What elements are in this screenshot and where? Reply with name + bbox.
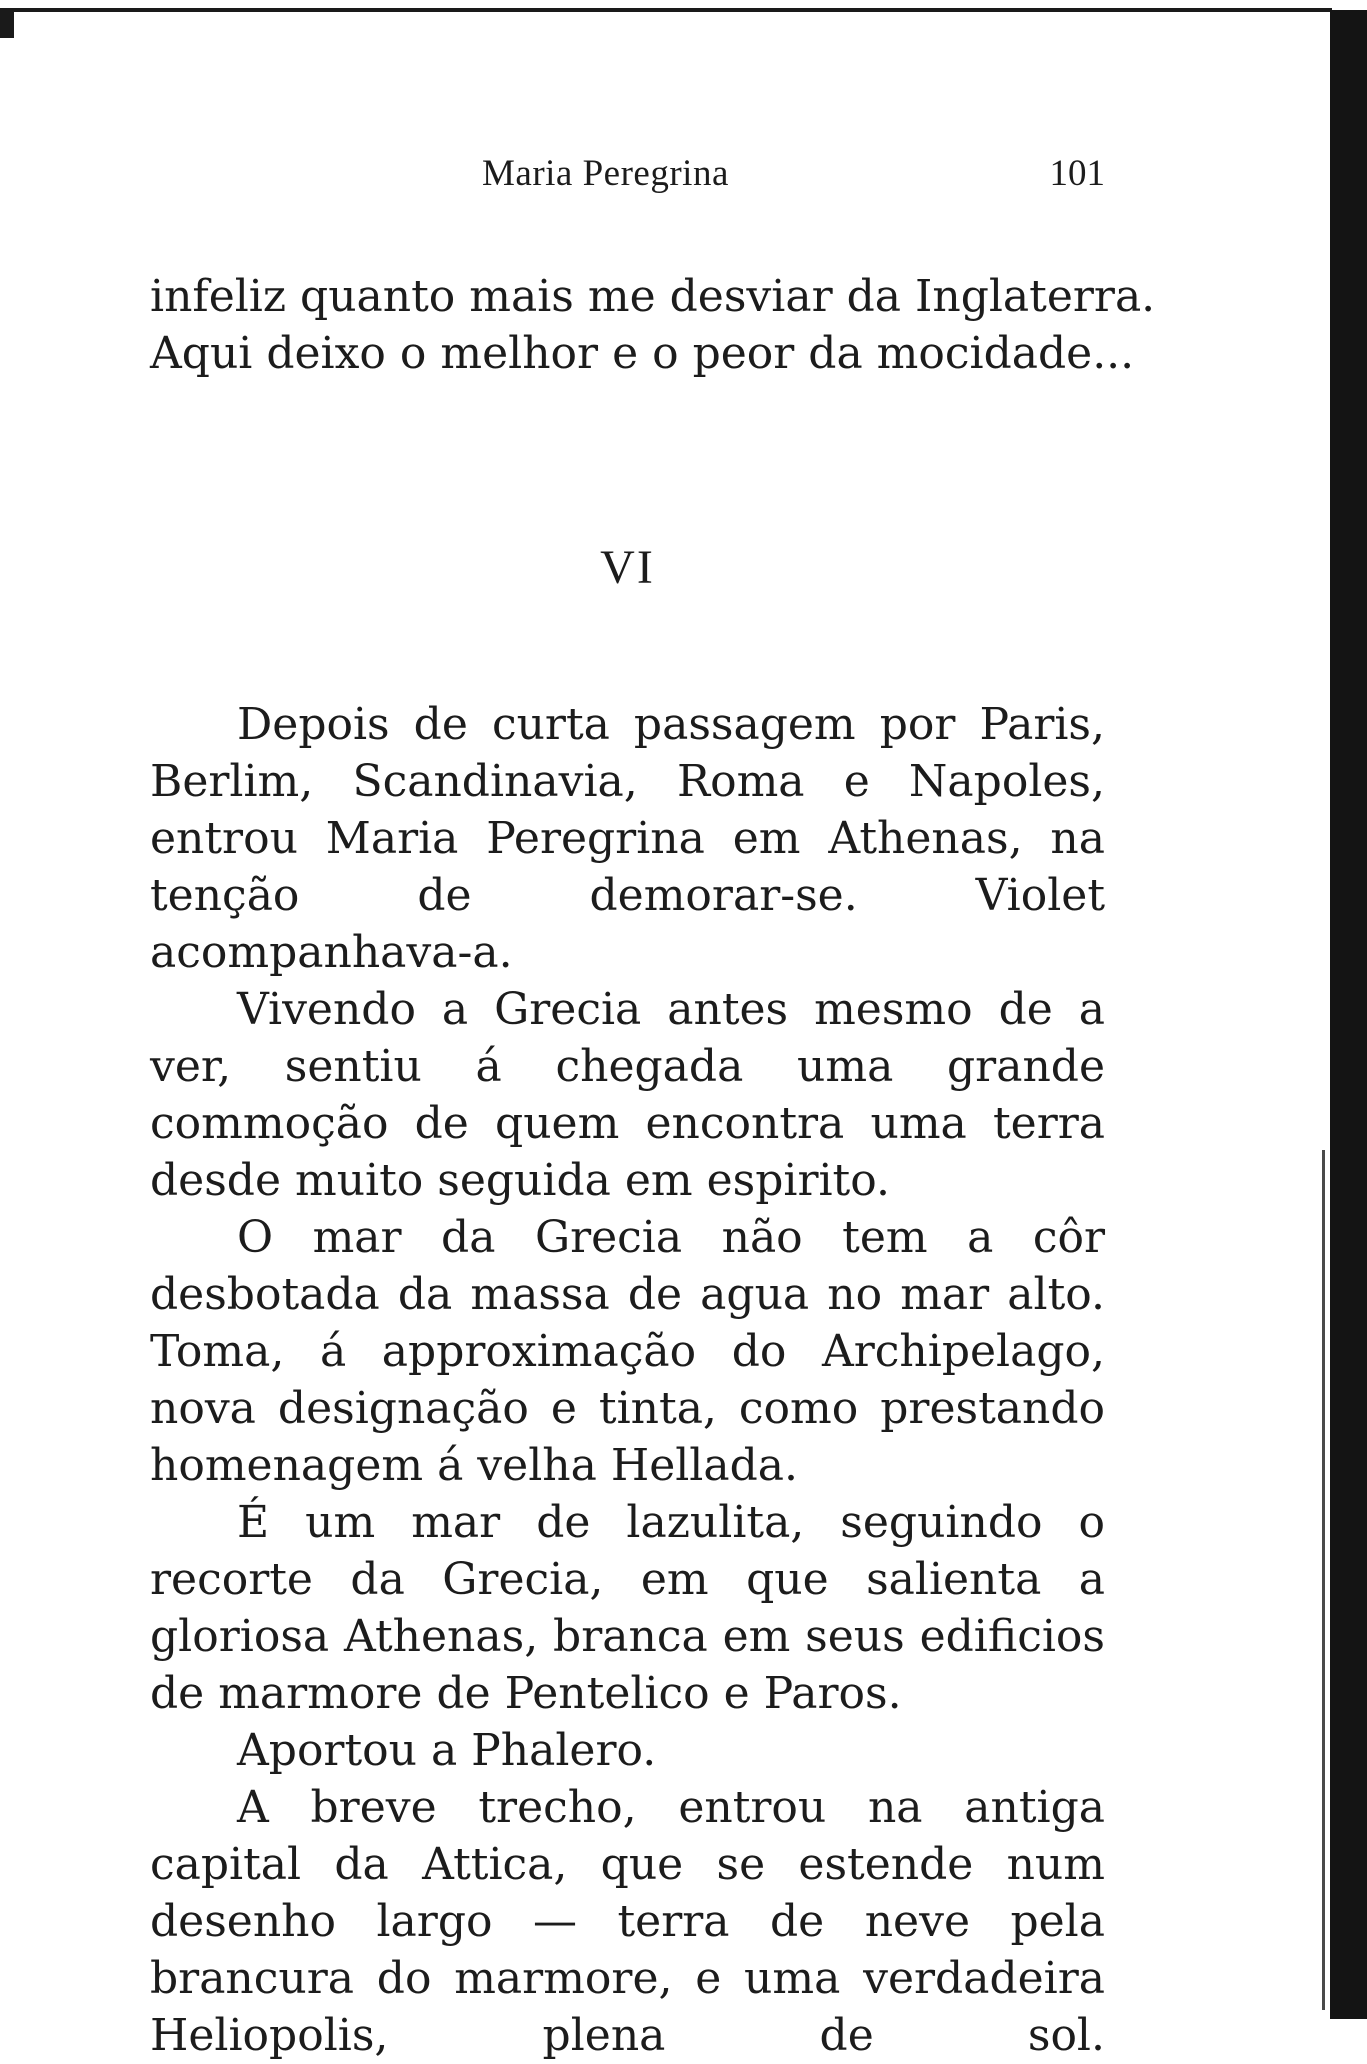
scan-page-edge: [1330, 10, 1367, 2019]
opening-line: infeliz quanto mais me desviar da Inglaterra.: [150, 271, 1156, 322]
opening-line: Aqui deixo o melhor e o peor da mocidade...: [150, 328, 1135, 379]
scan-corner-mark: [0, 8, 14, 38]
chapter-heading: VI: [600, 541, 655, 594]
paragraph: A breve trecho, entrou na antiga capital da Attica, que se estende num desenho largo — terra de neve pela brancura do marmore, e uma verdadeira Heliopolis, plena de sol.: [150, 1782, 1105, 2061]
paragraph: O mar da Grecia não tem a côr desbotada da massa de agua no mar alto. Toma, á approximação do Archipelago, nova designação e tinta, como prestando homenagem á velha Hellada.: [150, 1212, 1105, 1491]
scan-edge-stripe: [1322, 1150, 1325, 2010]
paragraph: Vivendo a Grecia antes mesmo de a ver, sentiu á chegada uma grande commoção de quem encontra uma terra desde muito seguida em espirito.: [150, 984, 1105, 1206]
paragraph: Aportou a Phalero.: [237, 1725, 657, 1776]
opening-text: [150, 268, 1156, 382]
chapter-body: [150, 696, 1105, 2064]
paragraph: É um mar de lazulita, seguindo o recorte da Grecia, em que salienta a gloriosa Athenas, branca em seus edificios de marmore de Pentelico e Paros.: [150, 1497, 1105, 1719]
page-number: 101: [1049, 153, 1105, 194]
paragraph: Depois de curta passagem por Paris, Berlim, Scandinavia, Roma e Napoles, entrou Maria Peregrina em Athenas, na tenção de demorar-se. Violet acompanhava-a.: [150, 699, 1105, 978]
scan-top-border: [0, 8, 1332, 12]
running-head: [150, 152, 1105, 202]
running-title: Maria Peregrina: [482, 153, 729, 194]
